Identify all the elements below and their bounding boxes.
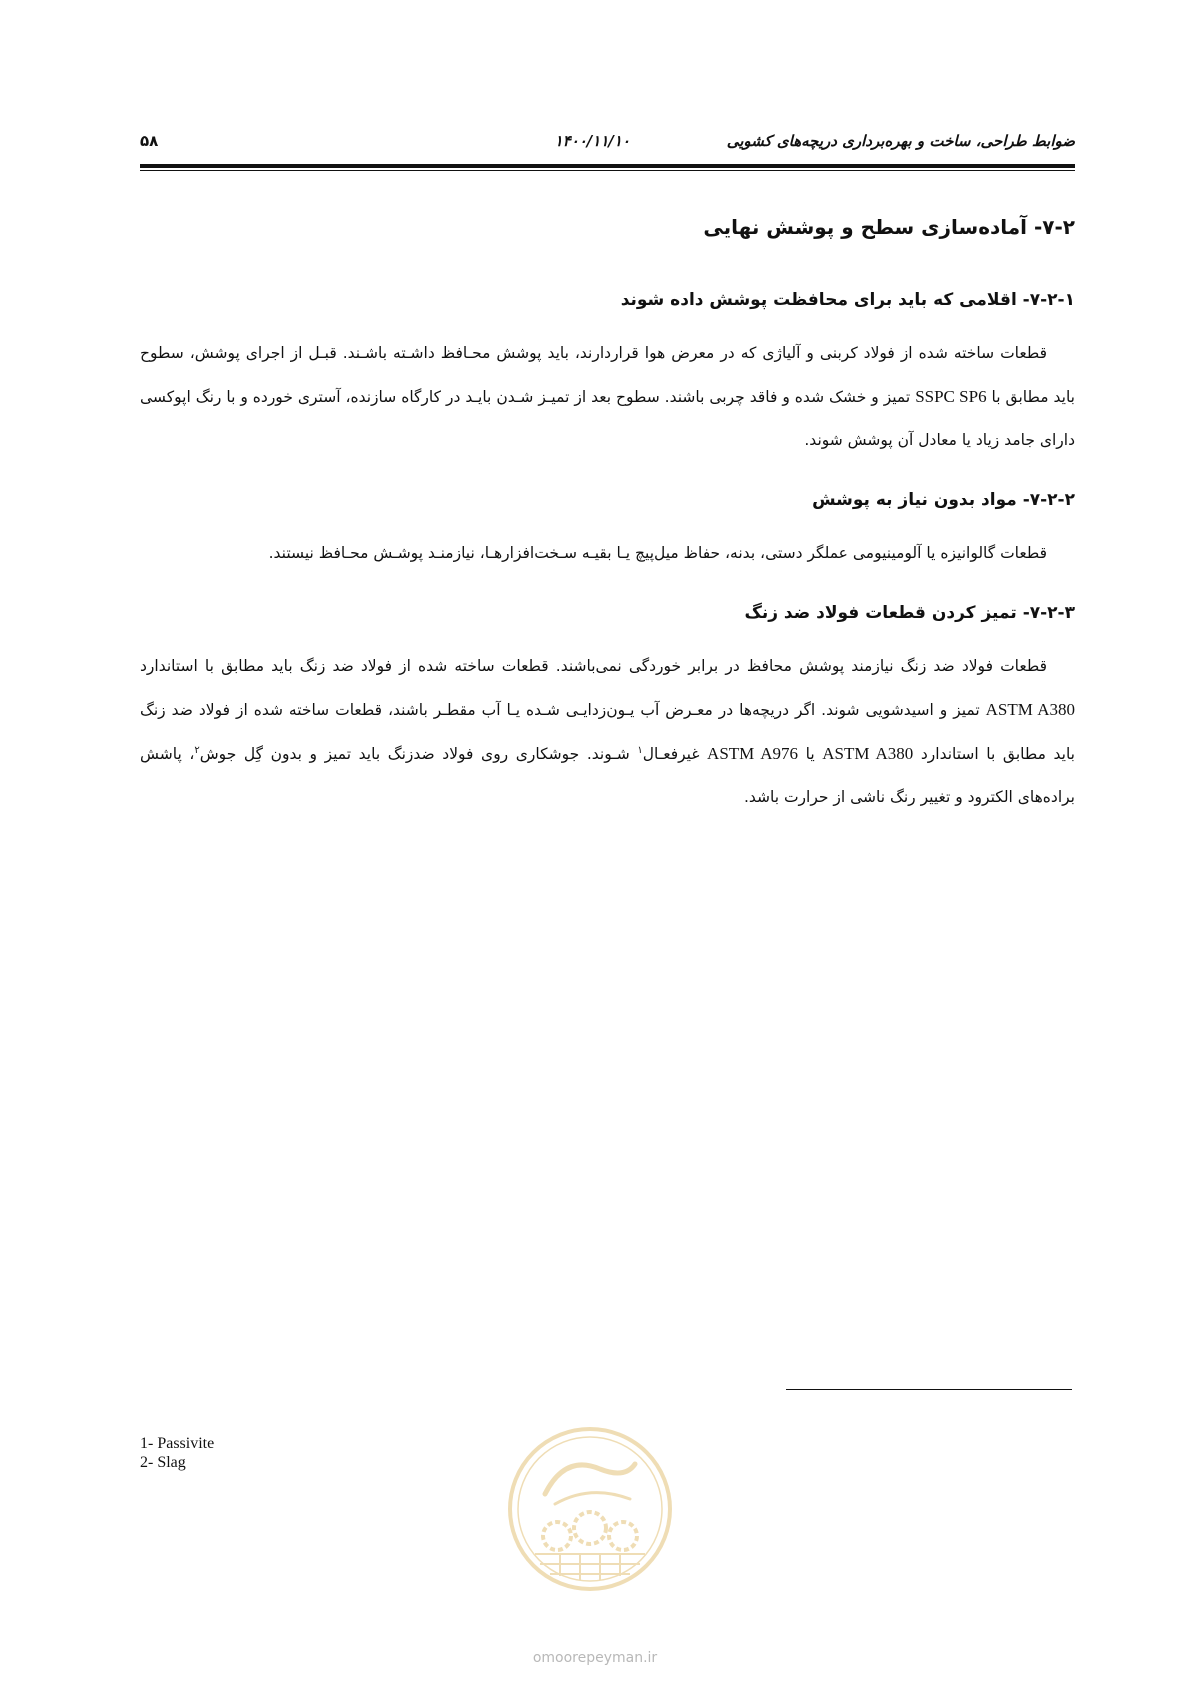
standard-code: ASTM A380 [985, 700, 1075, 719]
paragraph-1 [140, 332, 1075, 462]
running-header [140, 122, 1075, 156]
paragraph-3 [140, 645, 1075, 819]
footnote-marker-2: ۲ [194, 744, 200, 756]
running-header-title: ضوابط طراحی، ساخت و بهره‌برداری دریچه‌های کشویی [726, 132, 1075, 150]
subsection-heading-2: ۷-۲-۲- مواد بدون نیاز به پوشش [812, 490, 1075, 510]
paragraph-1-text-a: قطعات ساخته شده از فولاد کربنی و آلیاژی که در معرض هوا قراردارند، باید پوشش محـافظ داشـته باشـند. قبـل از اجرای پوشش، سطوح باید مطابق با [140, 344, 1075, 406]
standard-code: SSPC SP6 [915, 387, 987, 406]
running-header-date: ۱۴۰۰/۱۱/۱۰ [554, 132, 630, 150]
standard-code: ASTM A976 [707, 744, 799, 763]
paragraph-3-text-e: شـوند. جوشکاری روی فولاد ضدزنگ باید تمیز و بدون گِل جوش [199, 745, 638, 763]
section-heading: ۷-۲- آماده‌سازی سطح و پوشش نهایی [703, 215, 1075, 239]
subsection-heading-1: ۷-۲-۱- اقلامی که باید برای محافظت پوشش داده شوند [620, 290, 1075, 310]
paragraph-2: قطعات گالوانیزه یا آلومینیومی عملگر دستی، بدنه، حفاظ میل‌پیچ یـا بقیـه سـخت‌افزارهـا، نیازمنـد پوشـش محـافظ نیستند. [268, 544, 1047, 562]
footnote-separator [786, 1389, 1072, 1390]
subsection-heading-3: ۷-۲-۳- تمیز کردن قطعات فولاد ضد زنگ [744, 603, 1075, 623]
footnote-marker-1: ۱ [637, 744, 643, 756]
watermark-site: omoorepeyman.ir [532, 1650, 658, 1666]
footnotes [140, 1434, 214, 1472]
footnote-2: 2- Slag [140, 1454, 186, 1471]
paragraph-3-text-d: غیرفعـال [642, 745, 708, 763]
header-rule [140, 164, 1075, 168]
watermark-seal-icon [505, 1424, 675, 1594]
paragraph-3-text-a: قطعات فولاد ضد زنگ نیازمند پوشش محافظ در برابر خوردگی نمی‌باشند. قطعات ساخته شده از فولاد ضد زنگ باید مطابق با استاندارد [140, 657, 1047, 675]
paragraph-3-text-c: یا [798, 745, 823, 763]
header-rule-thin [140, 170, 1075, 171]
paragraph-3-text-b: تمیز و اسیدشویی شوند. اگر دریچه‌ها در معـرض آب یـون‌زدایـی شـده یـا آب مقطـر باشند، قطعات ساخته شده از فولاد ضد زنگ باید مطابق با استاندارد [140, 701, 1075, 763]
standard-code: ASTM A380 [822, 744, 914, 763]
main-content [140, 212, 1075, 843]
footnote-1: 1- Passivite [140, 1435, 215, 1452]
page-number: ۵۸ [140, 132, 159, 150]
paragraph-1-text-b: تمیز و خشک شده و فاقد چربی باشند. سطوح بعد از تمیـز شـدن بایـد در کارگاه سازنده، آستری خورده و با رنگ اپوکسی دارای جامد زیاد یا معادل آن پوشش شوند. [140, 388, 1075, 449]
paragraph-3-text-f: ، پاشش براده‌های الکترود و تغییر رنگ ناشی از حرارت باشد. [140, 745, 1075, 806]
